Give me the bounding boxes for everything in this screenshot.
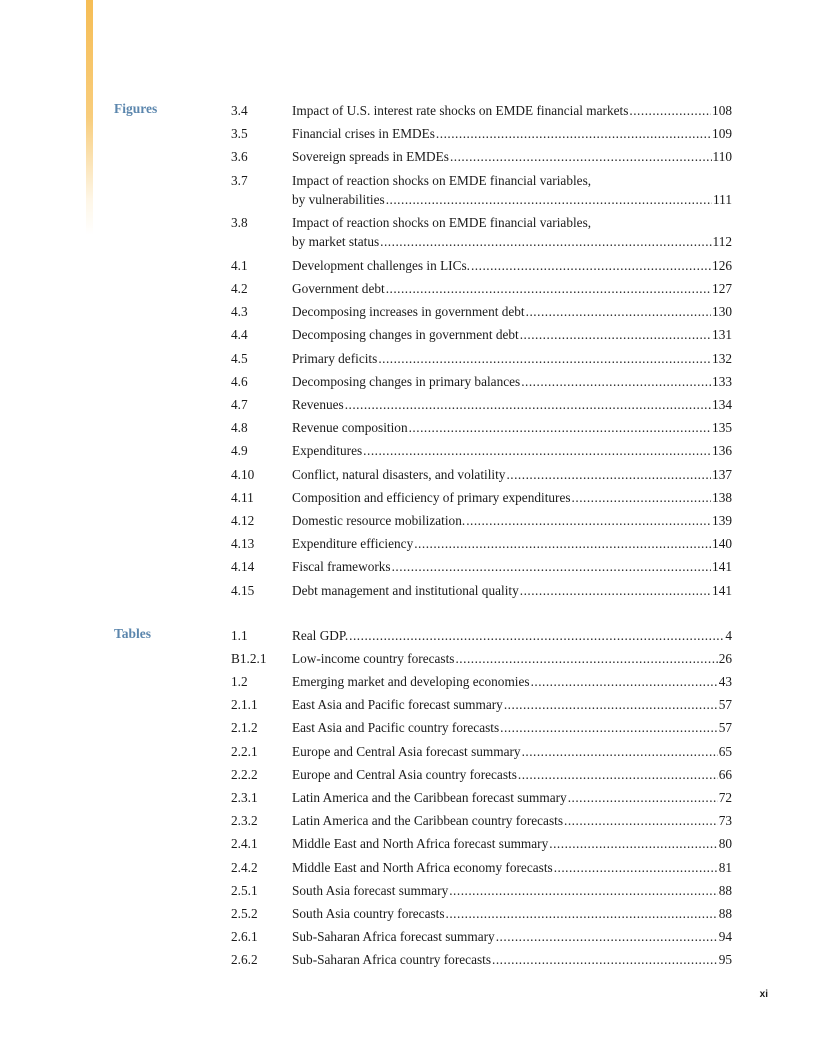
toc-entry-line xyxy=(292,349,732,368)
dot-leader xyxy=(345,395,711,414)
toc-entry-line xyxy=(292,765,732,784)
toc-entry-page: 126 xyxy=(712,257,732,273)
dot-leader xyxy=(572,488,712,507)
toc-entry-page: 135 xyxy=(712,420,732,436)
toc-entry-title: Fiscal frameworks xyxy=(292,559,391,575)
toc-entry-line xyxy=(292,441,732,460)
dot-leader xyxy=(629,101,711,120)
toc-entry-line xyxy=(292,649,732,668)
toc-entry-line xyxy=(292,811,732,830)
toc-entry-line xyxy=(292,858,732,877)
toc-entry-number: 4.15 xyxy=(231,582,255,598)
toc-entry-line xyxy=(292,101,732,120)
toc-entry-number: 2.3.1 xyxy=(231,789,258,805)
decorative-accent-bar xyxy=(86,0,93,235)
toc-entry-body xyxy=(292,834,732,853)
toc-entry-title: Europe and Central Asia forecast summary xyxy=(292,743,521,759)
toc-entry-body xyxy=(292,742,732,761)
toc-entry-page: 57 xyxy=(718,697,732,713)
dot-leader xyxy=(392,557,711,576)
toc-entry-title: Decomposing changes in government debt xyxy=(292,327,519,343)
toc-entry-title: Impact of U.S. interest rate shocks on EMDE financial markets xyxy=(292,103,629,118)
toc-entry-title: Latin America and the Caribbean country forecasts xyxy=(292,813,564,829)
toc-entry-body xyxy=(292,147,732,166)
toc-entry-page: 88 xyxy=(718,905,732,921)
toc-entry-line xyxy=(292,325,732,344)
toc-entry-line xyxy=(292,788,732,807)
dot-leader xyxy=(414,534,711,553)
toc-entry-number: 1.2 xyxy=(231,673,248,689)
toc-entry-line xyxy=(292,626,732,645)
toc-entry-title: South Asia forecast summary xyxy=(292,882,449,898)
toc-entry-line xyxy=(292,147,732,166)
toc-entry-line xyxy=(292,279,732,298)
toc-entry-number: 1.1 xyxy=(231,627,248,643)
toc-entry-body xyxy=(292,349,732,368)
toc-entry-line xyxy=(292,190,732,209)
toc-entry-page: 95 xyxy=(718,952,732,968)
toc-entry-number: 2.2.1 xyxy=(231,743,258,759)
toc-entry-title: Composition and efficiency of primary expenditures xyxy=(292,489,571,505)
toc-entry-title: Domestic resource mobilization. xyxy=(292,513,466,528)
toc-entry-line xyxy=(292,881,732,900)
toc-entry-body xyxy=(292,811,732,830)
toc-entry-page: 88 xyxy=(718,882,732,898)
toc-entry-line xyxy=(292,834,732,853)
toc-entry-body xyxy=(292,171,732,209)
toc-entry-page: 138 xyxy=(712,489,732,505)
dot-leader xyxy=(386,279,711,298)
toc-entry-line xyxy=(292,742,732,761)
dot-leader xyxy=(349,626,724,645)
toc-entry-page: 94 xyxy=(718,929,732,945)
toc-entry-page: 132 xyxy=(712,350,732,366)
toc-entry-title: Europe and Central Asia country forecasts xyxy=(292,766,517,782)
toc-entry-title: Development challenges in LICs. xyxy=(292,257,470,273)
toc-entry-page: 139 xyxy=(712,513,732,528)
toc-entry-line xyxy=(292,927,732,946)
toc-entry-body xyxy=(292,441,732,460)
dot-leader xyxy=(380,232,711,251)
tables-section-label: Tables xyxy=(114,626,152,641)
toc-entry-page: 72 xyxy=(718,789,732,805)
toc-entry-body xyxy=(292,511,732,530)
toc-entry-line xyxy=(292,511,732,530)
toc-entry-title: Revenues xyxy=(292,397,344,412)
toc-entry-number: 2.6.2 xyxy=(231,952,258,968)
toc-entry-page: 133 xyxy=(712,373,732,389)
dot-leader xyxy=(409,418,711,437)
toc-entry-title: Revenue composition xyxy=(292,420,408,436)
toc-entry-body xyxy=(292,101,732,120)
toc-entry-line xyxy=(292,581,732,600)
dot-leader xyxy=(506,465,711,484)
toc-entry-body xyxy=(292,488,732,507)
toc-entry-body xyxy=(292,395,732,414)
toc-entry-number: 2.2.2 xyxy=(231,766,258,782)
dot-leader xyxy=(521,372,711,391)
toc-entry-title: East Asia and Pacific forecast summary xyxy=(292,697,503,713)
toc-entry-line xyxy=(292,372,732,391)
toc-entry-page: 73 xyxy=(718,813,732,829)
toc-entry-line xyxy=(292,232,732,251)
toc-entry-line xyxy=(292,672,732,691)
dot-leader xyxy=(455,649,717,668)
toc-entry-title: Expenditures xyxy=(292,443,363,459)
toc-entry-page: 112 xyxy=(712,234,732,250)
toc-entry-body xyxy=(292,325,732,344)
toc-entry-title: Expenditure efficiency xyxy=(292,536,414,552)
toc-entry-line xyxy=(292,395,732,414)
toc-entry-line xyxy=(292,534,732,553)
dot-leader xyxy=(568,788,718,807)
dot-leader xyxy=(378,349,711,368)
dot-leader xyxy=(522,742,718,761)
dot-leader xyxy=(518,765,718,784)
toc-entry-number: 4.11 xyxy=(231,489,254,505)
toc-entry-number: 3.4 xyxy=(231,103,248,118)
toc-entry-body xyxy=(292,256,732,275)
toc-entry-line xyxy=(292,418,732,437)
toc-entry-body xyxy=(292,465,732,484)
toc-entry-title: by vulnerabilities xyxy=(292,191,385,207)
toc-entry-title: Decomposing increases in government debt xyxy=(292,304,525,320)
toc-entry-page: 66 xyxy=(718,766,732,782)
toc-entry-title: East Asia and Pacific country forecasts xyxy=(292,720,500,736)
toc-entry-line xyxy=(292,302,732,321)
toc-entry-number: 2.5.1 xyxy=(231,882,258,898)
dot-leader xyxy=(554,858,718,877)
toc-entry-body xyxy=(292,581,732,600)
toc-entry-page: 141 xyxy=(712,559,732,575)
toc-entry-title: Conflict, natural disasters, and volatility xyxy=(292,466,506,482)
toc-entry-line xyxy=(292,488,732,507)
dot-leader xyxy=(436,124,711,143)
dot-leader xyxy=(520,581,711,600)
toc-entry-body xyxy=(292,950,732,969)
toc-entry-title: Government debt xyxy=(292,281,385,296)
dot-leader xyxy=(549,834,717,853)
toc-entry-body xyxy=(292,124,732,143)
toc-entry-number: 4.12 xyxy=(231,513,255,528)
toc-entry-body xyxy=(292,695,732,714)
dot-leader xyxy=(386,190,712,209)
toc-entry-page: 43 xyxy=(718,673,732,689)
toc-entry-number: 4.14 xyxy=(231,559,255,575)
toc-entry-number: B1.2.1 xyxy=(231,650,267,666)
toc-entry-number: 2.4.2 xyxy=(231,859,258,875)
dot-leader xyxy=(363,441,711,460)
toc-entry-body xyxy=(292,534,732,553)
toc-entry-page: 141 xyxy=(712,582,732,598)
toc-entry-number: 2.5.2 xyxy=(231,905,258,921)
toc-entry-number: 4.7 xyxy=(231,397,248,412)
toc-entry-number: 4.1 xyxy=(231,257,248,273)
toc-entry-body xyxy=(292,765,732,784)
toc-entry-number: 3.8 xyxy=(231,215,248,231)
toc-entry-title-line1: Impact of reaction shocks on EMDE financial variables, xyxy=(292,215,592,231)
toc-entry-number: 4.10 xyxy=(231,466,255,482)
toc-entry-number: 4.6 xyxy=(231,373,248,389)
toc-entry-line xyxy=(292,557,732,576)
toc-entry-title: Primary deficits xyxy=(292,350,378,366)
toc-entry-number: 2.4.1 xyxy=(231,836,258,852)
toc-entry-number: 4.5 xyxy=(231,350,248,366)
toc-entry-page: 137 xyxy=(712,466,732,482)
toc-entry-title: Latin America and the Caribbean forecast summary xyxy=(292,789,567,805)
dot-leader xyxy=(466,511,711,530)
toc-entry-number: 4.9 xyxy=(231,443,248,459)
toc-entry-number: 2.1.2 xyxy=(231,720,258,736)
toc-entry-line xyxy=(292,124,732,143)
dot-leader xyxy=(446,904,718,923)
dot-leader xyxy=(520,325,711,344)
figures-section-label: Figures xyxy=(114,101,158,116)
dot-leader xyxy=(531,672,718,691)
toc-entry-title: Real GDP. xyxy=(292,627,349,643)
dot-leader xyxy=(500,718,718,737)
toc-entry-body xyxy=(292,279,732,298)
toc-entry-page: 110 xyxy=(712,149,732,165)
toc-entry-line xyxy=(292,718,732,737)
toc-entry-title: Sub-Saharan Africa forecast summary xyxy=(292,929,495,945)
toc-entry-title: Financial crises in EMDEs xyxy=(292,126,435,142)
toc-entry-title: Debt management and institutional quality xyxy=(292,582,519,598)
toc-entry-number: 4.2 xyxy=(231,281,248,296)
toc-entry-line xyxy=(292,904,732,923)
toc-entry-body xyxy=(292,372,732,391)
toc-entry-line xyxy=(292,695,732,714)
dot-leader xyxy=(564,811,718,830)
toc-entry-page: 4 xyxy=(725,627,732,643)
toc-entry-line xyxy=(292,465,732,484)
dot-leader xyxy=(492,950,718,969)
toc-entry-page: 134 xyxy=(712,397,732,412)
toc-entry-body xyxy=(292,881,732,900)
toc-entry-page: 127 xyxy=(712,281,732,296)
toc-entry-title: Middle East and North Africa forecast summary xyxy=(292,836,549,852)
toc-entry-title-line1: Impact of reaction shocks on EMDE financial variables, xyxy=(292,172,592,188)
toc-entry-body xyxy=(292,927,732,946)
toc-entry-title: South Asia country forecasts xyxy=(292,905,445,921)
toc-entry-body xyxy=(292,672,732,691)
toc-entry-title: Emerging market and developing economies xyxy=(292,673,530,689)
toc-entry-body xyxy=(292,649,732,668)
toc-entry-body xyxy=(292,788,732,807)
toc-entry-number: 4.13 xyxy=(231,536,255,552)
toc-entry-page: 109 xyxy=(712,126,732,142)
toc-entry-title: Decomposing changes in primary balances xyxy=(292,373,521,389)
page-number: xi xyxy=(759,989,768,1000)
toc-entry-page: 140 xyxy=(712,536,732,552)
toc-entry-page: 80 xyxy=(718,836,732,852)
toc-entry-number: 2.1.1 xyxy=(231,697,258,713)
toc-entry-title: Low-income country forecasts xyxy=(292,650,455,666)
toc-entry-body xyxy=(292,718,732,737)
toc-entry-title: Sub-Saharan Africa country forecasts xyxy=(292,952,492,968)
toc-entry-page: 111 xyxy=(713,191,732,207)
toc-entry-number: 2.6.1 xyxy=(231,929,258,945)
toc-entry-number: 4.8 xyxy=(231,420,248,436)
toc-entry-number: 3.5 xyxy=(231,126,248,142)
toc-entry-body xyxy=(292,557,732,576)
toc-entry-body xyxy=(292,858,732,877)
toc-entry-body xyxy=(292,213,732,251)
toc-entry-title: by market status xyxy=(292,234,380,250)
toc-entry-body xyxy=(292,418,732,437)
toc-entry-line xyxy=(292,950,732,969)
toc-entry-body xyxy=(292,904,732,923)
toc-entry-body xyxy=(292,302,732,321)
toc-entry-number: 3.7 xyxy=(231,172,248,188)
toc-entry-page: 81 xyxy=(718,859,732,875)
toc-entry-page: 26 xyxy=(718,650,732,666)
toc-entry-number: 4.4 xyxy=(231,327,248,343)
dot-leader xyxy=(504,695,718,714)
toc-entry-body xyxy=(292,626,732,645)
toc-entry-number: 2.3.2 xyxy=(231,813,258,829)
toc-entry-page: 136 xyxy=(712,443,732,459)
dot-leader xyxy=(496,927,718,946)
toc-entry-page: 131 xyxy=(712,327,732,343)
toc-entry-page: 108 xyxy=(712,103,732,118)
toc-entry-title: Middle East and North Africa economy forecasts xyxy=(292,859,553,875)
dot-leader xyxy=(450,147,712,166)
toc-entry-line xyxy=(292,256,732,275)
dot-leader xyxy=(471,256,711,275)
toc-entry-page: 57 xyxy=(718,720,732,736)
toc-entry-title: Sovereign spreads in EMDEs xyxy=(292,149,449,165)
dot-leader xyxy=(449,881,717,900)
toc-entry-number: 3.6 xyxy=(231,149,248,165)
toc-entry-number: 4.3 xyxy=(231,304,248,320)
toc-entry-page: 65 xyxy=(718,743,732,759)
dot-leader xyxy=(526,302,711,321)
toc-entry-page: 130 xyxy=(712,304,732,320)
